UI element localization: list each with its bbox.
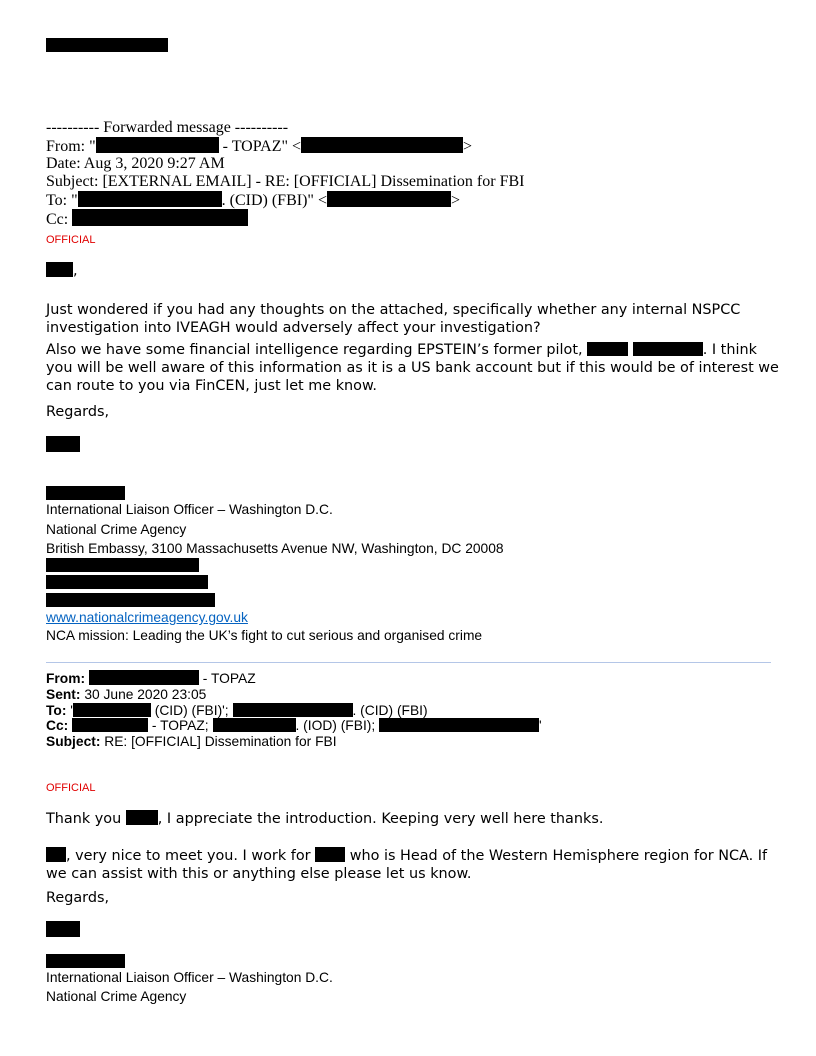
divider bbox=[46, 662, 771, 663]
redaction-block bbox=[233, 703, 353, 717]
classification-label: OFFICIAL bbox=[46, 782, 96, 794]
redaction-block bbox=[587, 342, 628, 356]
signature-address: British Embassy, 3100 Massachusetts Avenue NW, Washington, DC 20008 bbox=[46, 541, 504, 556]
redaction-block bbox=[46, 575, 208, 589]
forward-date: Date: Aug 3, 2020 9:27 AM bbox=[46, 155, 225, 172]
signature-org: National Crime Agency bbox=[46, 522, 187, 537]
redaction-block bbox=[327, 191, 451, 207]
forward-subject: Subject: [EXTERNAL EMAIL] - RE: [OFFICIAL] Dissemination for FBI bbox=[46, 173, 525, 190]
redaction-block bbox=[73, 703, 151, 717]
closing: Regards, bbox=[46, 404, 110, 420]
quoted-sent: Sent: 30 June 2020 23:05 bbox=[46, 687, 207, 702]
redaction-block bbox=[78, 191, 222, 207]
quoted-subject: Subject: RE: [OFFICIAL] Dissemination for FBI bbox=[46, 734, 337, 749]
redaction-block bbox=[96, 137, 219, 153]
redaction-block bbox=[315, 847, 345, 862]
redaction-block bbox=[46, 954, 125, 968]
signature-title: International Liaison Officer – Washington D.C. bbox=[46, 970, 333, 985]
quoted-cc: Cc: - TOPAZ; . (IOD) (FBI); ' bbox=[46, 718, 542, 733]
message-paragraph: , very nice to meet you. I work for who is Head of the Western Hemisphere region for NCA. If we can assist with this or anything else please let us know. bbox=[46, 848, 768, 882]
message-paragraph: Just wondered if you had any thoughts on the attached, specifically whether any internal NSPCC investigation into IVEAGH would adversely affect your investigation? bbox=[46, 302, 741, 336]
redaction-block bbox=[72, 718, 148, 732]
redaction-block bbox=[72, 209, 248, 226]
signature-org: National Crime Agency bbox=[46, 989, 187, 1004]
redaction-block bbox=[46, 921, 80, 937]
forward-separator: ---------- Forwarded message ---------- bbox=[46, 119, 289, 136]
redaction-block bbox=[46, 436, 80, 452]
greeting: , bbox=[46, 262, 78, 280]
website-link[interactable]: www.nationalcrimeagency.gov.uk bbox=[46, 610, 248, 625]
signature-title: International Liaison Officer – Washington D.C. bbox=[46, 502, 333, 517]
redaction-block bbox=[89, 670, 199, 685]
redaction-block bbox=[46, 486, 125, 500]
redaction-block bbox=[46, 847, 66, 862]
redaction-block bbox=[46, 593, 215, 607]
forward-from: From: " - TOPAZ" < > bbox=[46, 138, 473, 155]
signature-mission: NCA mission: Leading the UK’s fight to cut serious and organised crime bbox=[46, 628, 483, 643]
quoted-from: From: - TOPAZ bbox=[46, 671, 256, 686]
redaction-block bbox=[633, 342, 703, 356]
classification-label: OFFICIAL bbox=[46, 234, 96, 246]
website-link-row bbox=[46, 609, 248, 627]
forward-to: To: " . (CID) (FBI)" < > bbox=[46, 192, 460, 209]
redaction-block bbox=[301, 137, 463, 153]
redaction-block bbox=[46, 262, 73, 277]
redaction-block bbox=[213, 718, 296, 732]
redaction-block bbox=[126, 810, 158, 825]
message-line: Thank you , I appreciate the introduction. Keeping very well here thanks. bbox=[46, 811, 604, 827]
quoted-to: To: ' (CID) (FBI)'; . (CID) (FBI) bbox=[46, 703, 428, 718]
redaction-block bbox=[46, 38, 168, 52]
redaction-block bbox=[379, 718, 539, 732]
redaction-block bbox=[46, 558, 199, 572]
forward-cc: Cc: bbox=[46, 209, 248, 229]
message-paragraph: Also we have some financial intelligence regarding EPSTEIN’s former pilot, . I think you will be well aware of this information as it is a US bank account but if this would be of interest we can route to you via FinCEN, just let me know. bbox=[46, 342, 779, 394]
closing: Regards, bbox=[46, 890, 110, 906]
